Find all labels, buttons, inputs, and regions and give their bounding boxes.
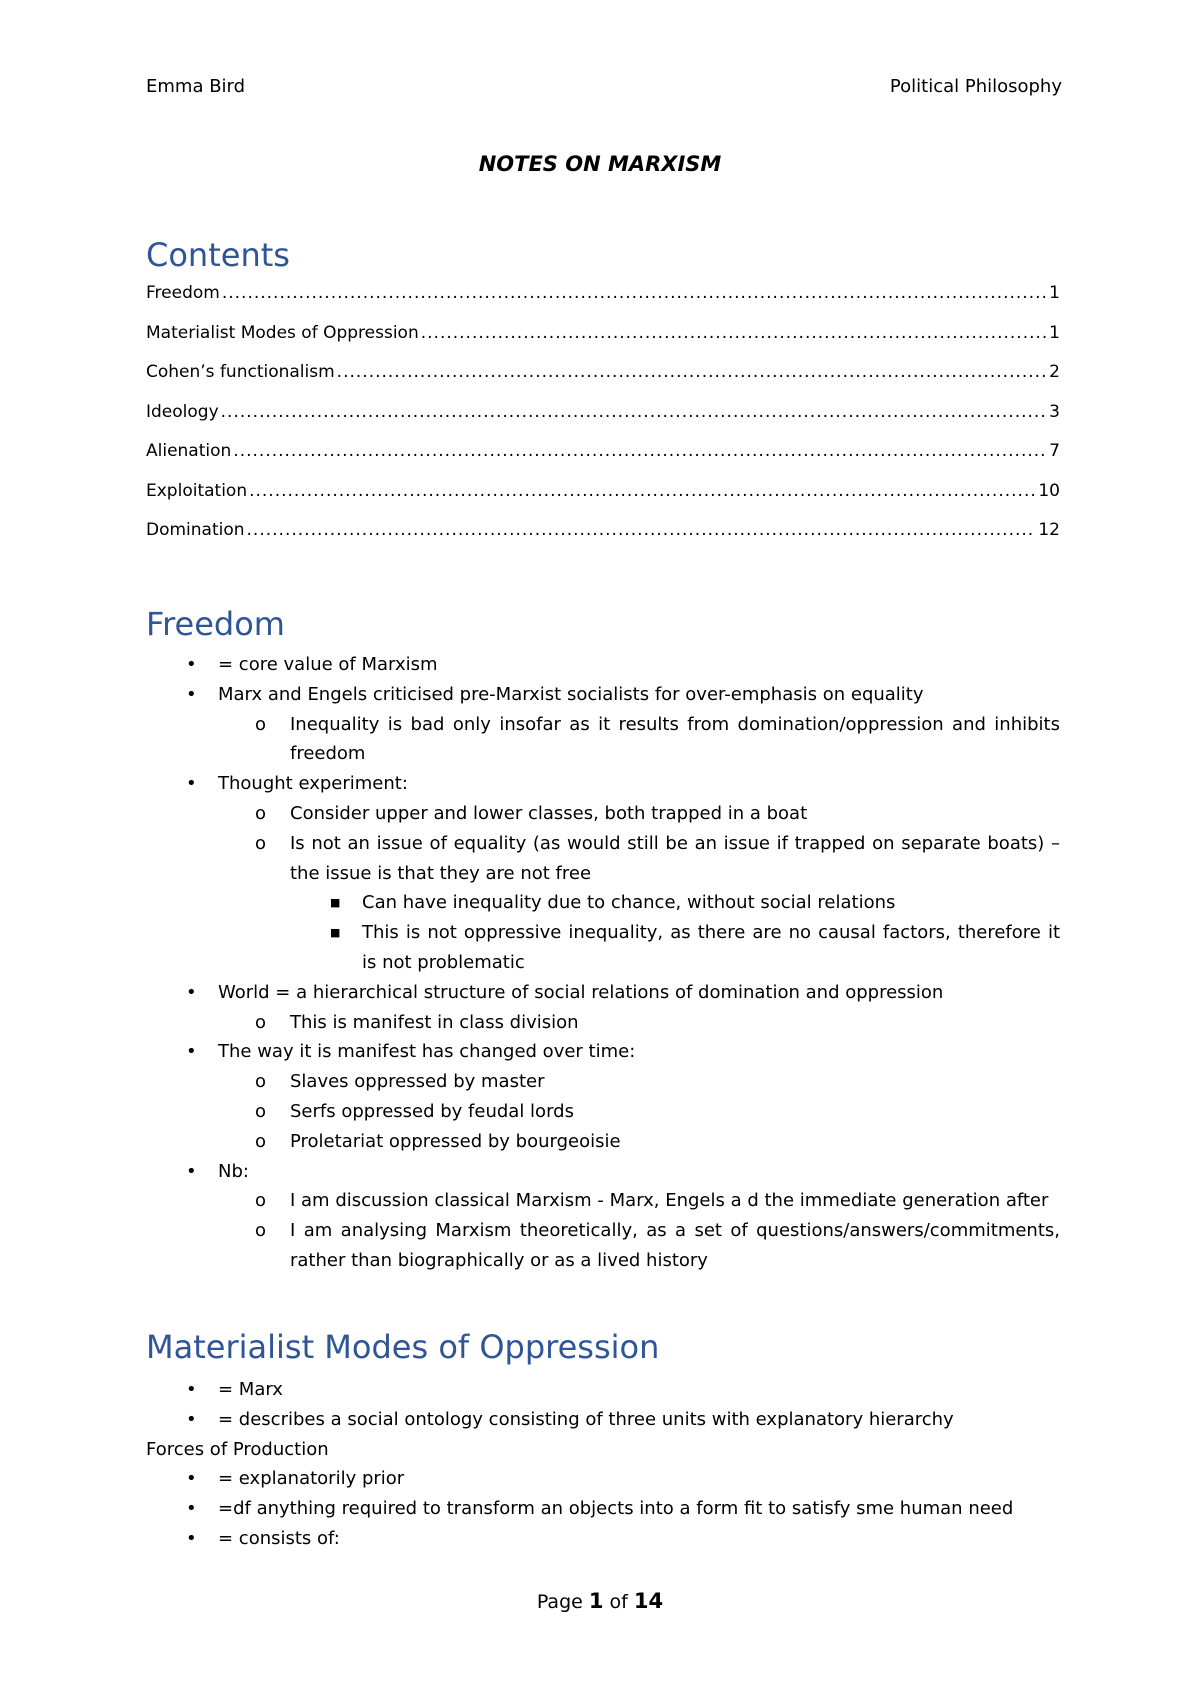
list-item-text: = Marx bbox=[218, 1379, 283, 1400]
list-item bbox=[146, 680, 1060, 710]
list-item-text: Serfs oppressed by feudal lords bbox=[290, 1100, 574, 1122]
toc-entry-exploitation[interactable] bbox=[146, 481, 1060, 521]
toc-page: 7 bbox=[1049, 441, 1060, 461]
toc-label: Domination bbox=[146, 520, 245, 540]
list-item bbox=[146, 1524, 1060, 1554]
header-course: Political Philosophy bbox=[889, 76, 1062, 97]
bullet-circle-icon: o bbox=[255, 802, 267, 824]
list-item bbox=[290, 888, 1060, 918]
list-item-text: Consider upper and lower classes, both trapped in a boat bbox=[290, 802, 808, 824]
toc-leader bbox=[233, 441, 1047, 461]
list-item-text: I am discussion classical Marxism - Marx, Engels a d the immediate generation after bbox=[290, 1190, 1049, 1212]
list-item bbox=[146, 978, 1060, 1008]
list-item-text: This is manifest in class division bbox=[290, 1011, 579, 1033]
bullet-circle-icon: o bbox=[255, 1100, 267, 1122]
list-item-text: = core value of Marxism bbox=[218, 654, 438, 675]
toc-leader bbox=[221, 402, 1048, 422]
list-item bbox=[218, 829, 1060, 889]
bullet-circle-icon: o bbox=[255, 1220, 267, 1242]
page-footer bbox=[0, 1589, 1200, 1613]
list-group bbox=[146, 710, 1060, 770]
list-group bbox=[146, 1186, 1060, 1275]
toc-entry-alienation[interactable] bbox=[146, 441, 1060, 481]
toc-label: Cohen’s functionalism bbox=[146, 362, 335, 382]
toc-page: 1 bbox=[1049, 283, 1060, 303]
list-item-text: The way it is manifest has changed over time: bbox=[218, 1041, 636, 1063]
bullet-dot-icon: • bbox=[186, 1468, 197, 1490]
bullet-circle-icon: o bbox=[255, 832, 267, 854]
bullet-dot-icon: • bbox=[186, 773, 197, 795]
toc-label: Alienation bbox=[146, 441, 232, 461]
toc-leader bbox=[247, 520, 1037, 540]
list-group bbox=[218, 888, 1060, 977]
list-item-text: Thought experiment: bbox=[218, 773, 408, 795]
list-item bbox=[218, 1097, 1060, 1127]
list-item-text: =df anything required to transform an objects into a form fit to satisfy sme human need bbox=[218, 1498, 1014, 1520]
bullet-dot-icon: • bbox=[186, 981, 197, 1003]
toc-label: Exploitation bbox=[146, 480, 248, 501]
toc-page: 10 bbox=[1038, 480, 1060, 501]
toc-entry-domination[interactable] bbox=[146, 520, 1060, 560]
list-item-text: = explanatorily prior bbox=[218, 1468, 405, 1490]
toc-entry-cohen[interactable] bbox=[146, 362, 1060, 402]
footer-page-word: Page bbox=[536, 1591, 583, 1613]
list-item bbox=[146, 1405, 1060, 1435]
list-item bbox=[146, 769, 1060, 799]
list-item bbox=[218, 1067, 1060, 1097]
list-item-text: World = a hierarchical structure of social relations of domination and oppression bbox=[218, 981, 944, 1003]
list-item-text: = consists of: bbox=[218, 1527, 340, 1549]
toc-page: 3 bbox=[1049, 401, 1060, 422]
list-item-text: Can have inequality due to chance, without social relations bbox=[362, 892, 896, 914]
footer-page-total: 14 bbox=[633, 1589, 664, 1613]
list-item bbox=[218, 1127, 1060, 1157]
bullet-dot-icon: • bbox=[186, 1498, 197, 1520]
list-item bbox=[146, 1037, 1060, 1067]
bullet-circle-icon: o bbox=[255, 1011, 267, 1033]
bullet-dot-icon: • bbox=[186, 683, 197, 705]
list-item bbox=[218, 710, 1060, 770]
freedom-notes bbox=[146, 650, 1060, 1276]
list-item bbox=[218, 1216, 1060, 1276]
bullet-dot-icon: • bbox=[186, 654, 197, 675]
toc-entry-freedom[interactable] bbox=[146, 283, 1060, 323]
list-item-text: This is not oppressive inequality, as there are no causal factors, therefore it is not problematic bbox=[362, 922, 1060, 973]
list-item-text: Nb: bbox=[218, 1160, 249, 1182]
toc-label: Ideology bbox=[146, 401, 219, 422]
list-item bbox=[218, 799, 1060, 829]
list-item-text: Slaves oppressed by master bbox=[290, 1071, 545, 1093]
list-group bbox=[146, 1008, 1060, 1038]
bullet-dot-icon: • bbox=[186, 1160, 197, 1182]
list-item bbox=[146, 1494, 1060, 1524]
bullet-circle-icon: o bbox=[255, 1190, 267, 1212]
toc-leader bbox=[421, 323, 1047, 343]
footer-of-word: of bbox=[609, 1591, 628, 1613]
bullet-square-icon: ■ bbox=[330, 926, 341, 940]
toc-page: 1 bbox=[1049, 322, 1060, 343]
list-item-text: Is not an issue of equality (as would still be an issue if trapped on separate boats) – the issue is that they are not free bbox=[290, 832, 1060, 884]
table-of-contents bbox=[146, 283, 1060, 560]
freedom-heading: Freedom bbox=[146, 605, 285, 643]
toc-leader bbox=[222, 283, 1047, 303]
document-title: NOTES ON MARXISM bbox=[478, 152, 722, 176]
header-author: Emma Bird bbox=[146, 76, 246, 97]
list-item bbox=[146, 1375, 1060, 1405]
page-header bbox=[146, 76, 1062, 102]
list-item bbox=[146, 650, 1060, 680]
bullet-circle-icon: o bbox=[255, 1071, 267, 1093]
bullet-circle-icon: o bbox=[255, 713, 267, 735]
bullet-dot-icon: • bbox=[186, 1041, 197, 1063]
list-item-text: = describes a social ontology consisting of three units with explanatory hierarchy bbox=[218, 1408, 954, 1430]
list-item-text: Proletariat oppressed by bourgeoisie bbox=[290, 1130, 621, 1152]
list-group bbox=[146, 799, 1060, 978]
list-item bbox=[146, 1464, 1060, 1494]
contents-heading: Contents bbox=[146, 236, 290, 274]
list-item-text: Inequality is bad only insofar as it results from domination/oppression and inhibits freedom bbox=[290, 713, 1060, 765]
list-item bbox=[290, 918, 1060, 978]
list-item bbox=[146, 1157, 1060, 1187]
toc-leader bbox=[249, 481, 1036, 501]
toc-entry-ideology[interactable] bbox=[146, 402, 1060, 442]
list-item-text: Marx and Engels criticised pre-Marxist socialists for over-emphasis on equality bbox=[218, 683, 924, 705]
materialist-notes bbox=[146, 1375, 1060, 1554]
toc-label: Materialist Modes of Oppression bbox=[146, 322, 419, 343]
toc-page: 2 bbox=[1049, 362, 1060, 382]
list-item-text: I am analysing Marxism theoretically, as a set of questions/answers/commitments, rather than biographically or as a lived history bbox=[290, 1220, 1060, 1271]
forces-of-production-subheading: Forces of Production bbox=[146, 1438, 329, 1460]
list-item bbox=[218, 1186, 1060, 1216]
bullet-square-icon: ■ bbox=[330, 896, 341, 910]
bullet-circle-icon: o bbox=[255, 1130, 267, 1152]
bullet-dot-icon: • bbox=[186, 1527, 197, 1549]
toc-label: Freedom bbox=[146, 283, 220, 303]
toc-page: 12 bbox=[1038, 520, 1060, 540]
toc-leader bbox=[337, 362, 1048, 382]
list-item bbox=[218, 1008, 1060, 1038]
list-group bbox=[146, 1067, 1060, 1156]
toc-entry-materialist[interactable] bbox=[146, 323, 1060, 363]
materialist-heading: Materialist Modes of Oppression bbox=[146, 1328, 660, 1366]
footer-page-number: 1 bbox=[588, 1589, 604, 1613]
bullet-dot-icon: • bbox=[186, 1408, 197, 1430]
bullet-dot-icon: • bbox=[186, 1379, 197, 1400]
